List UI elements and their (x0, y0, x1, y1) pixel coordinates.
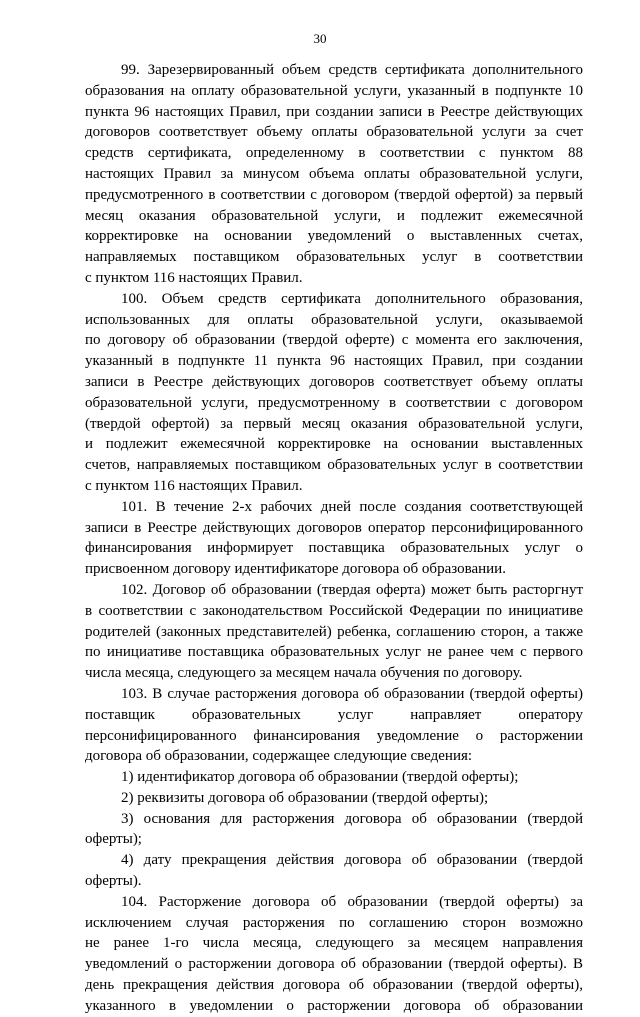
text-line: 2) реквизиты договора об образовании (твердой оферты); (121, 789, 489, 806)
text-line: финансирования информирует поставщика образовательных услуг о (85, 540, 583, 557)
text-line: с пунктом 116 настоящих Правил. (85, 269, 303, 286)
text-line: родителей (законных представителей) ребенка, соглашению сторон, а также (85, 623, 583, 640)
document-body (85, 60, 583, 1017)
page-number: 30 (313, 31, 327, 46)
text-line: оферты). (85, 873, 142, 890)
text-line: корректировке на основании уведомлений о выставленных счетах, (85, 228, 583, 245)
text-line: пункта 96 настоящих Правил, при создании записи в Реестре действующих (85, 103, 583, 120)
text-line: предусмотренного в соответствии с договором (твердой офертой) за первый (85, 186, 583, 203)
text-line: 4) дату прекращения действия договора об образовании (твердой (121, 852, 583, 869)
text-line: направляемых поставщиком образовательных услуг в соответствии (85, 249, 583, 266)
text-line: оферты); (85, 831, 142, 848)
text-line: числа месяца, следующего за месяцем начала обучения по договору. (85, 665, 523, 682)
text-line: договора об образовании, содержащее следующие сведения: (85, 748, 473, 765)
text-line: 1) идентификатор договора об образовании (твердой оферты); (121, 769, 519, 786)
text-line: записи в Реестре действующих договоров соответствует объему оплаты (85, 373, 583, 390)
text-line: настоящих Правил за минусом объема оплаты образовательной услуги, (85, 165, 583, 182)
text-line: договоров соответствует объему оплаты образовательной услуги за счет (85, 124, 583, 141)
text-line: уведомлений о расторжении договора об образовании (твердой оферты). В (85, 956, 583, 973)
text-line: образовательной услуги, предусмотренному в соответствии с договором (85, 394, 583, 411)
text-line: с пунктом 116 настоящих Правил. (85, 477, 303, 494)
text-line: 104. Расторжение договора об образовании (твердой оферты) за (121, 893, 583, 910)
text-line: присвоенном договору идентификаторе договора об образовании. (85, 561, 506, 578)
text-line: по инициативе поставщика образовательных услуг не ранее чем с первого (85, 644, 583, 661)
text-line: и подлежит ежемесячной корректировке на основании выставленных (85, 436, 583, 453)
text-line: средств сертификата, определенному в соответствии с пунктом 88 (85, 145, 583, 162)
text-line: не ранее 1-го числа месяца, следующего за месяцем направления (85, 935, 583, 952)
text-line: в соответствии с законодательством Российской Федерации по инициативе (85, 602, 583, 619)
text-line: персонифицированного финансирования уведомление о расторжении (85, 727, 583, 744)
text-line: 102. Договор об образовании (твердая оферта) может быть расторгнут (121, 581, 583, 598)
text-line: поставщик образовательных услуг направляет оператору (85, 706, 583, 723)
text-line: по договору об образовании (твердой оферте) с момента его заключения, (85, 332, 583, 349)
text-line: день прекращения действия договора об образовании (твердой оферты), (85, 977, 583, 994)
text-line: 99. Зарезервированный объем средств сертификата дополнительного (121, 62, 583, 78)
text-line: месяц оказания образовательной услуги, и подлежит ежемесячной (85, 207, 583, 224)
text-line: использованных для оплаты образовательной услуги, оказываемой (85, 311, 583, 328)
text-line: образования на оплату образовательной услуги, указанный в подпункте 10 (85, 82, 583, 99)
text-line: 103. В случае расторжения договора об образовании (твердой оферты) (121, 685, 583, 702)
text-line: счетов, направляемых поставщиком образовательных услуг в соответствии (85, 457, 583, 474)
text-line: 101. В течение 2-х рабочих дней после создания соответствующей (121, 498, 583, 515)
text-line: исключением случая расторжения по соглашению сторон возможно (85, 914, 583, 931)
text-line: 100. Объем средств сертификата дополнительного образования, (121, 290, 583, 307)
text-line: указанный в подпункте 11 пункта 96 настоящих Правил, при создании (85, 353, 583, 370)
text-line: записи в Реестре действующих договоров оператор персонифицированного (85, 519, 583, 536)
text-line: (твердой офертой) за первый месяц оказания образовательной услуги, (85, 415, 583, 432)
text-line: указанного в уведомлении о расторжении договора об образовании (85, 997, 583, 1014)
text-line: 3) основания для расторжения договора об образовании (твердой (121, 810, 583, 827)
